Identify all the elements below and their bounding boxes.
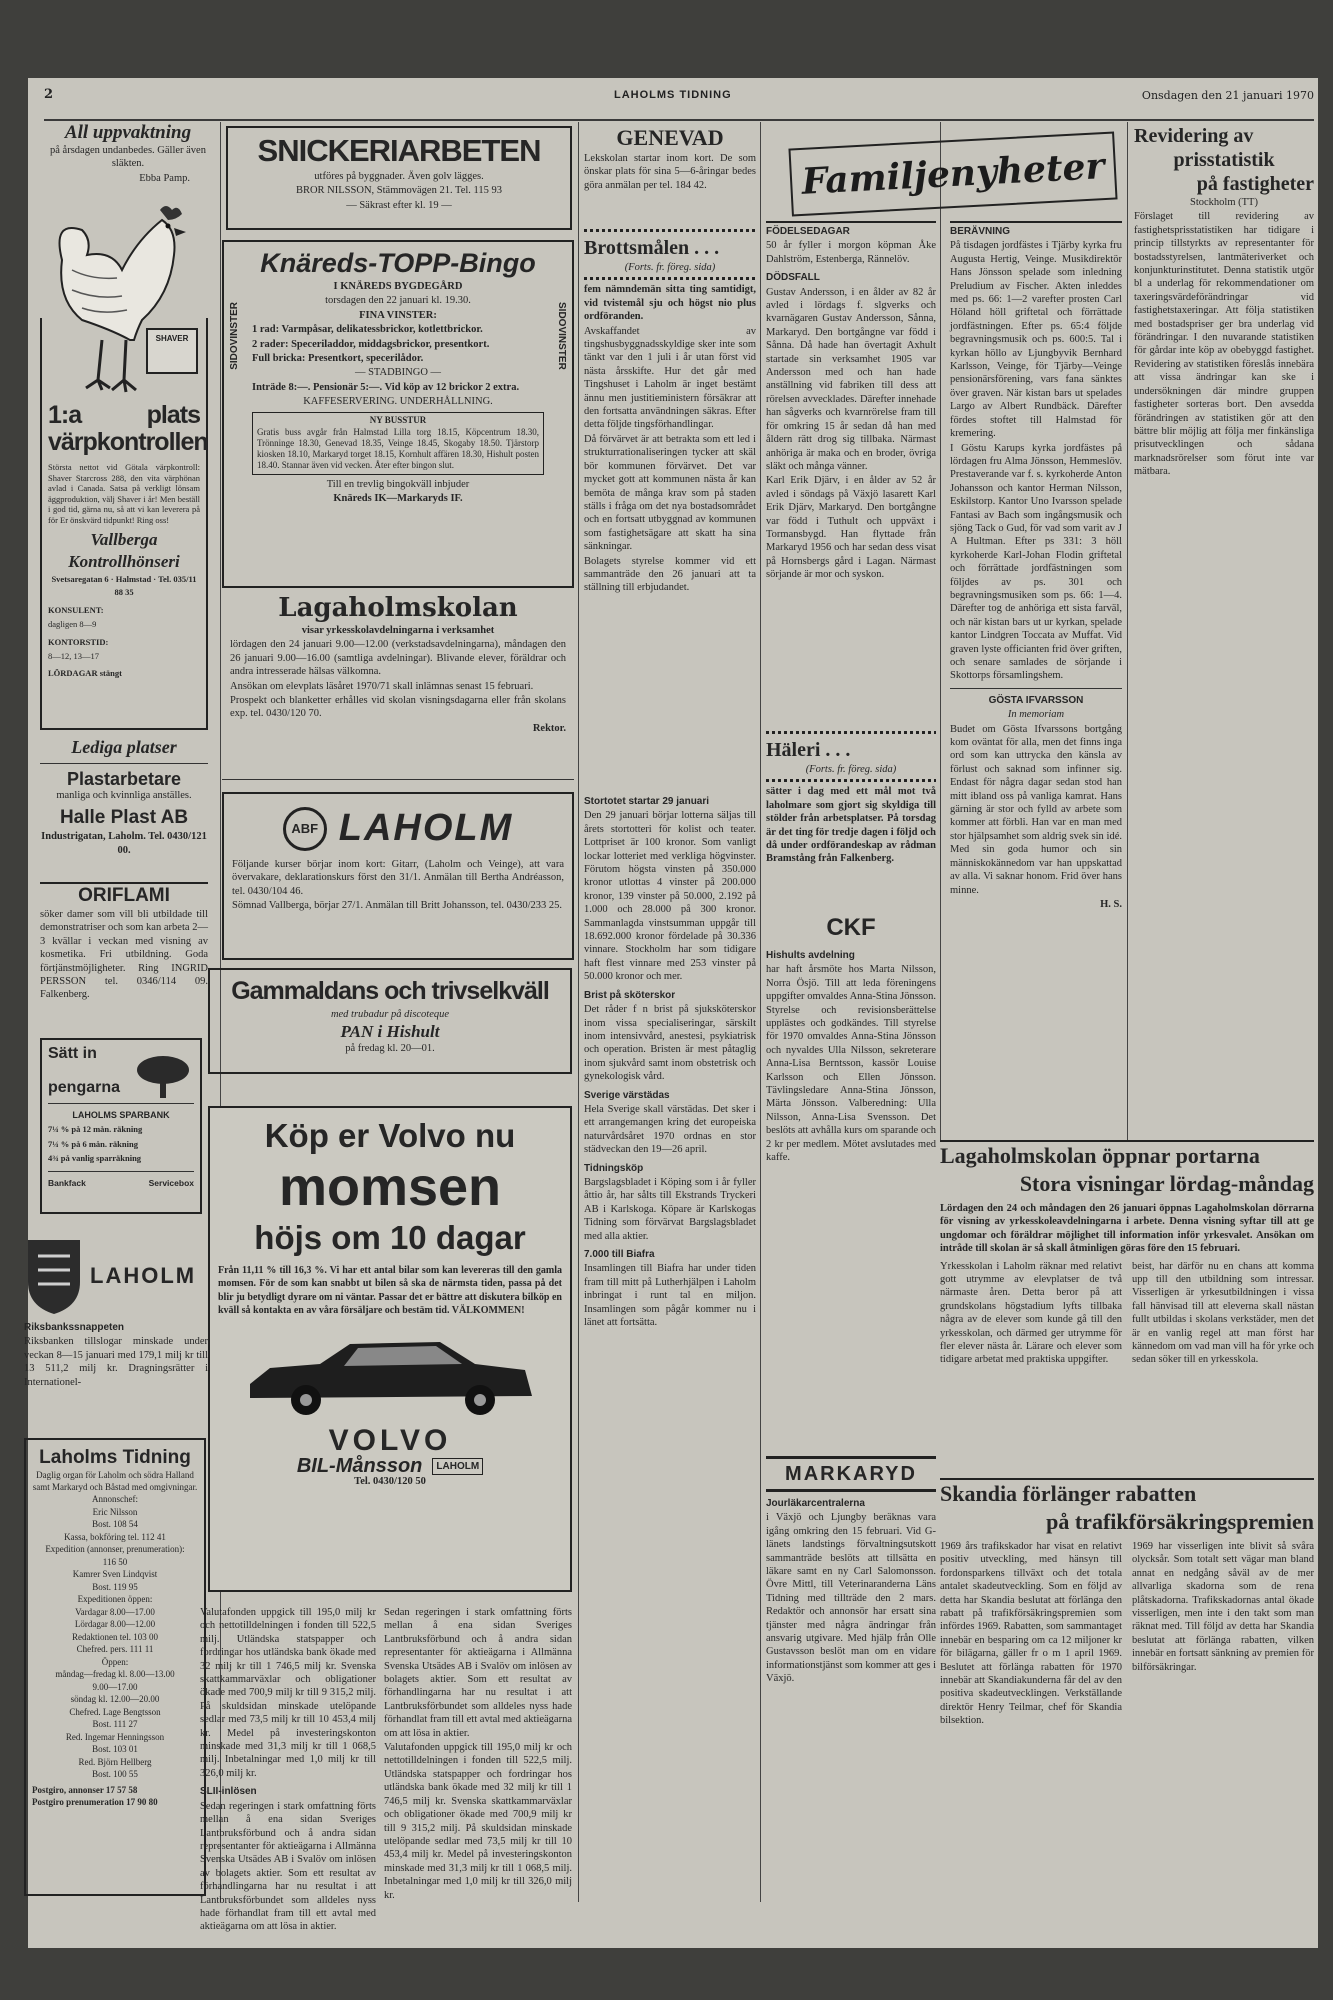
job-title: Plastarbetare — [66, 769, 182, 789]
masthead-line: Chefred. Lage Bengtsson — [69, 1706, 161, 1717]
uppvaktning-title: All uppvaktning — [64, 122, 192, 143]
fodelsedagar-heading: FÖDELSEDAGAR — [766, 221, 936, 238]
skandia-text-b: 1969 har visserligen inte blivit så svåra olycksår. Som totalt sett vägar man bland annat en nedgång såväl av de mer allvarliga skadorna som de rena plåtskadorna. Trafikskadornas antal ökade visserligen, men inte i den takt som man räknat med. Till följd av detta har Skandia beslutat att förlänga rabatten, vilken innebär en fortsatt sänkning av premien för bilförsäkringar. — [1132, 1541, 1314, 1673]
uppvaktning-text: på årsdagen undanbedes. Gäller även släkten. — [50, 145, 206, 170]
volvo-car-icon — [240, 1324, 540, 1424]
masthead-line: Red. Björn Hellberg — [78, 1756, 152, 1767]
masthead-line: söndag kl. 12.00—20.00 — [70, 1694, 160, 1704]
ckf-title: CKF — [826, 914, 876, 941]
bingo-prize2: 2 rader: Speceriladdor, middagsbrickor, presentkort. — [252, 338, 490, 350]
dealer-phone: Tel. 0430/120 50 — [354, 1476, 426, 1488]
coat-of-arms-icon — [24, 1236, 84, 1316]
masthead-line: Bost. 100 55 — [92, 1769, 138, 1779]
sverige-heading: Sverige värstädas — [584, 1089, 670, 1101]
bingo-prize1: 1 rad: Varmpåsar, delikatessbrickor, kotlettbrickor. — [252, 324, 483, 336]
volvo-ad — [208, 1106, 572, 1592]
lagaholm-article — [940, 1140, 1314, 1476]
paper-name: LAHOLMS TIDNING — [614, 89, 732, 101]
masthead-line: Vardagar 8.00—17.00 — [75, 1606, 155, 1617]
bingo-venue: I KNÄREDS BYGDEGÅRD — [333, 281, 463, 292]
stortot-text: Den 29 januari börjar lotterna säljas till årets stortotteri för kolist och teater. Lottpriset är 100 kronor. Som vanligt lockar lotteriet med verkliga högvinster. Förutom högsta vinsten på 350.000 kronor utlottas 4 vinster på 200.000 kronor, 139 vinster på 50.000, 2.192 på 1.000 och 28.000 på 300 kronor. Sammanlagda vinstsumman uppgår till 18.692.000 kronor fördelade på 30.336 vinnare. Stockholm har som tidigare haft flest vinnare med 253 vinster på 50.000 kronor och mer. — [584, 810, 756, 983]
snickeri-line2: BROR NILSSON, Stämmovägen 21. Tel. 115 93 — [295, 185, 503, 197]
laholm-crest-block — [24, 1236, 208, 1406]
valuta-cont: Valutafonden uppgick till 195,0 milj kr och nettotilldelningen i fonden till 522,5 milj. Utländska statspapper och fordringar hos utländska bank ökade med 32 milj kr till 1 746,5 milj kr. Svenska skattkammarväxlar och obligationer ökade med 700,9 milj kr till 9 315,2 milj. På skuldsidan minskade utelöpande sedlar med 73,5 milj kr till 10 453,4 milj kr. Medel på investeringskonton minskade med 31,3 milj kr till 1 068,5 milj. Inbetalningar med 1,0 milj kr till 326,0 milj kr. — [384, 1742, 572, 1901]
revidering-text: Förslaget till revidering av fastighetsprisstatistiken har tidigare i princip tillstyrkts av representanter för bostadsstyrelsen, lantmäteriverket och konjunkturinstitutet. Denna statistik utgör bl a underlag för rekommendationer om taxeringsvärdeförändringar vid fastighetstaxeringar. Att följa statistiken med bostadspriser ger bra underlag vid förändringar. I den nuvarande statistiken för gårdar inte köp av obebyggd fastighet. Revidering av statistiken föreslås innebära att vissa ändringar kan ske i undersökningen där mindre gruppen fastigheter sorteras bort. Den avsedda förändringen av statistiken gör att den bättre blir möjlig att följa mer finkänsliga prisutvecklingen och sådana marknadsrörelser som förut inte var mätbara. — [1134, 211, 1314, 478]
jourlakare-heading: Jourläkarcentralerna — [766, 1498, 865, 1509]
hen-address: Svetsaregatan 6 · Halmstad · Tel. 035/11 88 35 — [51, 574, 197, 598]
stortot-heading: Stortotet startar 29 januari — [584, 796, 710, 807]
abf-text: Följande kurser börjar inom kort: Gitarr, (Laholm och Veinge), att vara övervakare, deklarationskurs först den 31/1. Anmälan till Bertha Andréasson, tel. 0430/104 46. — [232, 859, 564, 897]
snickeri-line3: — Säkrast efter kl. 19 — — [346, 199, 452, 211]
snickeri-line1: utföres på byggnader. Även golv lägges. — [314, 171, 484, 182]
page-header — [44, 82, 1314, 102]
dodsfall-text: Gustav Andersson, i en ålder av 82 år avled i lördags f. slgverks och kvarnägaren Gustav Andersson, Sånna, Markaryd. Den bortgångne var född i Sånna. Då hade han övertagit Axhult startade sin verksamhet 1905 var Andersson med och han hade anställning vid fabriken till dess att rörelsen avvecklades. Därefter innehade han sågverks och kvarnrörelse fram till för omkring 15 år sedan då han med åldern rätt drog sig tillbaka. Närmast anhöriga är maka och en broder, övriga släkt och många vänner. — [766, 286, 936, 472]
ckf-article — [766, 912, 936, 1352]
lagaholm-ad-text2: Ansökan om elevplats läsåret 1970/71 skall inlämnas senast 15 februari. — [230, 680, 534, 692]
gammaldans-date: på fredag kl. 20—01. — [345, 1043, 435, 1055]
begravning-text: På tisdagen jordfästes i Tjärby kyrka fru Augusta Hertig, Veinge. Musikdirektör Hans Jönsson spelade som inledning Preludium av Fischer. Akten inleddes med ps. 66: 1—2 varefter prosten Carl Höland höll griftetal och förrättade jordfästningen. Efter ps. 65:4 följde begravningsmusik och ps. 600:5. Tal i kyrkan höllo av Ljungbyvik Bernhard Karlsson, Veinge, för Tjärby—Veinge pensionärsförening, vars fana sänktes över graven. När kistan bars ut spelades Largo av Albert Rundbäck. Därefter fördes stoftet till Halmstad för kremering. — [950, 240, 1122, 440]
sidovinster-right: SIDOVINSTER — [556, 302, 567, 370]
lediga-title: Lediga platser — [71, 737, 177, 757]
sparbank-title1: Sätt in — [48, 1045, 97, 1062]
genevad-title: GENEVAD — [616, 125, 724, 150]
gosta-sub: In memoriam — [1007, 709, 1065, 721]
ckf-heading: Hishults avdelning — [766, 950, 855, 961]
dealer-name: BIL-Månsson — [296, 1454, 423, 1477]
masthead-contacts — [32, 1494, 198, 1781]
lagaholm-ad — [222, 588, 574, 780]
hen-headline: 1:a plats värpkontrollen — [48, 401, 208, 456]
masthead-box — [24, 1438, 206, 1896]
masthead-line: Red. Ingemar Henningsson — [65, 1731, 165, 1742]
revidering-title2: prisstatistik — [1173, 149, 1275, 171]
abf-text2: Sömnad Vallberga, börjar 27/1. Anmälan till Britt Johansson, tel. 0430/233 25. — [232, 900, 563, 912]
uppvaktning-signature: Ebba Pamp. — [139, 172, 190, 184]
servicebox-label: Servicebox — [148, 1177, 194, 1188]
slit-article-cont — [384, 1606, 572, 1901]
abf-header — [232, 800, 564, 858]
bingo-invite: Till en trevlig bingokväll inbjuder — [326, 478, 470, 490]
column-rule — [1127, 122, 1128, 1142]
brottsmal-title: Brottsmålen . . . — [584, 237, 720, 259]
column-rule — [578, 122, 579, 1902]
abf-logo: ABF — [283, 807, 327, 851]
slit-text: Sedan regeringen i stark omfattning förts mellan å ena sidan Sveriges Lantbruksförbund och å andra sidan representanter för aktieägarna i Allmänna Svenska Utsädes AB i Svalöv om inlösen av bolagets aktier. Som ett resultat av förhandlingarna har nu resultat i att Lantbruksförbundet som alldeles nyss hade förhandlat fram till ett avtal med aktieägarna om att lösa in aktier. — [200, 1800, 376, 1933]
tidning-text: Bargslagsbladet i Köping som i år fyller åttio år, har sålts till Ekstrands Tryckeri AB i Karlskoga. Köpare är Karlskogas Tidning som förvärvat Bargslagsbladet med alla aktier. — [584, 1176, 756, 1242]
hen-saturday: LÖRDAGAR stängt — [48, 668, 122, 679]
valuta-article — [200, 1606, 376, 1933]
column-rule — [760, 122, 761, 1902]
gosta-heading: GÖSTA IFVARSSON — [988, 694, 1084, 706]
abf-ad — [222, 792, 574, 960]
bus-text: Gratis buss avgår från Halmstad Lilla torg 18.15, Köpcentrum 18.30, Trönninge 18.30, Genevad 18.35, Veinge 18.45, Skogaby 18.50. Tjärstorp kiosken 18.10, Markaryd torget 18.15, Kornhult affären 18.30, Hishult posten 18.40. Stannar även vid vecken. Åter efter bingon slut. — [257, 426, 539, 470]
job-sub: manliga och kvinnliga anställes. — [56, 790, 192, 801]
lagaholm-article-b: beist, har därför nu en chans att komma upp till den utbildning som intressar. Visserligen är yrkesutbildningen i vissa fall hänvisad till att eleverna skall nästan fullt utbildas i skolans verkstäder, men det är en vanlig regel att man först har kännedom om vad man vill ha för yrke och sedan söker till en yrkesskola. — [1132, 1260, 1314, 1366]
abf-town: LAHOLM — [338, 807, 514, 850]
halle-address: Industrigatan, Laholm. Tel. 0430/121 00. — [41, 831, 207, 856]
brottsmal-article — [584, 226, 756, 766]
skandia-title1: Skandia förlänger rabatten — [940, 1481, 1197, 1506]
volvo-line2: momsen — [278, 1157, 502, 1217]
markaryd-article — [766, 1456, 936, 1896]
col3-news — [584, 790, 756, 1896]
karl-erik-text: Karl Erik Djärv, i en ålder av 52 år avled i söndags på Växjö lasarett Karl Erik Djärv, Markaryd. Den bortgångne var född i Tuthult och uppväxt i Tormansbygd. Han flyttade från Markaryd 1956 och har sedan dess visat på Hornsbergs gård i Lagan. Närmast sörjande är mor och syskon. — [766, 475, 936, 581]
skandia-text-a: 1969 års trafikskador har visat en relativt positiv utveckling, med hänsyn till fordonsparkens tillväxt och det totala antalet skadeutveckling. Som en följd av detta har Skandia beslutat att förlänga den rabatt på trafikförsäkringspremien som infördes 1969. Rabatten, som sammantaget innebär en besparing om ca 12 miljoner kr för bilägarna, gäller fr o m 1 april 1969. Beslutet att förlänga rabatten för 1970 innebär att Skandiakunderna får del av den positiva skadeutvecklingen. Verkställande direktör Henry Teilmar, chef för Skandia bilsektion. — [940, 1541, 1122, 1727]
begravning-heading: BERÄVNING — [950, 221, 1122, 238]
col4-family — [766, 216, 936, 716]
column-rule — [940, 122, 941, 1142]
gosta-signature: H. S. — [1100, 898, 1122, 910]
sparbank-rate1: 7¼ % på 12 mån. räkning — [48, 1124, 143, 1135]
biafra-heading: 7.000 till Biafra — [584, 1249, 655, 1260]
sparbank-rate3: 4¾ på vanlig sparräkning — [48, 1153, 142, 1164]
lagaholm-lead: Lördagen den 24 och måndagen den 26 januari öppnas Lagaholmskolan dörrarna för visning av yrkesskoleavdelningarna i arbete. Denna visning syftar till att ge ungdomar och föräldrar möjlighet till information inför yrkesvalet. Ansökan om intråde till skolan är så skall åtminligen göras före den 15 februari. — [940, 1203, 1314, 1255]
sparbank-ad — [40, 1038, 202, 1214]
snickeri-ad — [226, 126, 572, 230]
lagaholm-article-a: Yrkesskolan i Laholm räknar med relativt gott utrymme av elevplatser de två närmaste åren. Detta beror på att grundskolans högstadium lyfts tillbaka några av de elever som kunde gå till den yrkesskolan, och därmed ger utrymme för fler elever nästa år. Lärare och elever som tidigare arbetat med praktiska uppgifter. — [940, 1260, 1122, 1366]
brottsmal-cont: (Forts. fr. föreg. sida) — [624, 262, 716, 273]
revidering-title3: på fastigheter — [1196, 173, 1314, 195]
masthead-line: Expedition (annonser, prenumeration): — [45, 1544, 185, 1554]
familjenyheter-title: Familjenyheter — [800, 145, 1106, 203]
revidering-title1: Revidering av — [1134, 125, 1254, 147]
haleri-article — [766, 728, 936, 908]
oriflami-text: söker damer som vill bli utbildade till demonstratriser och som kan arbeta 2—3 kvällar i veckan med visning av kosmetika. Fri utbildning. Goda förtjänstmöjligheter. Ring INGRID PERSSON tel. 0346/114 09. Falkenberg. — [40, 909, 208, 1001]
dealer-town: LAHOLM — [432, 1458, 483, 1475]
oriflami-title: ORIFLAMI — [78, 885, 170, 906]
lagaholm-ad-text3: Prospekt och blanketter erhålles vid skolan visningsdagarna eller från skolans exp. tel. 0430/120 70. — [230, 695, 566, 720]
oriflami-ad — [40, 882, 208, 1022]
masthead-line: Kamrer Sven Lindqvist — [72, 1569, 158, 1579]
gammaldans-ad — [208, 968, 572, 1074]
postgiro-ads: Postgiro, annonser 17 57 58 — [32, 1784, 138, 1795]
hen-ad — [40, 318, 208, 730]
masthead-line: 9.00—17.00 — [92, 1681, 138, 1692]
masthead-line: Eric Nilsson — [92, 1506, 138, 1517]
gammaldans-pan: PAN i Hishult — [340, 1022, 440, 1042]
masthead-line: Bost. 103 01 — [92, 1744, 138, 1754]
masthead-line: Chefred. pers. 111 11 — [76, 1644, 154, 1654]
bingo-kaffe: KAFFESERVERING. UNDERHÅLLNING. — [303, 396, 493, 408]
laholm-crest-name: LAHOLM — [90, 1263, 197, 1288]
revidering-byline: Stockholm (TT) — [1190, 197, 1258, 208]
bingo-ad — [222, 240, 574, 588]
brist-text: Det råder f n brist på sjuksköterskor inom vissa specialiseringar, särskilt inom intensivvård, anestesi, psykiatrisk och operation. Bristen är mest påtaglig inom sjukvård samt inom obstetrisk och gynekologisk vård. — [584, 1004, 756, 1083]
hen-konsulent-label: KONSULENT: — [48, 604, 104, 615]
bankfack-label: Bankfack — [48, 1177, 86, 1188]
volvo-brand: VOLVO — [328, 1423, 452, 1457]
masthead-line: Expeditionen öppen: — [77, 1594, 153, 1604]
markaryd-title: MARKARYD — [766, 1456, 936, 1492]
masthead-line: Annonschef: — [92, 1494, 138, 1504]
genevad-text: Lekskolan startar inom kort. De som önskar plats för sina 5—6-åringar bedes göra anmälan per tel. 184 42. — [584, 153, 756, 191]
biafra-text: Insamlingen till Biafra har under tiden fram till mitt på Lutherhjälpen i Laholm inbringat i runt tal en miljon. Insamlingen som pågår kommer nu i länet att fortsätta. — [584, 1263, 756, 1329]
masthead-line: Bost. 119 95 — [92, 1581, 138, 1592]
snickeri-title: SNICKERIARBETEN — [257, 133, 541, 168]
bingo-entry: Inträde 8:—. Pensionär 5:—. Vid köp av 12 brickor 2 extra. — [252, 381, 520, 393]
sidovinster-left: SIDOVINSTER — [229, 302, 240, 370]
brottsmal-bold: fem nämndemän sitta ting samtidigt, vid tvistemål sju och högst nio plus ordföranden. — [584, 284, 756, 323]
revidering-article — [1134, 124, 1314, 1124]
sparbank-rate2: 7¼ % på 6 mån. räkning — [48, 1138, 138, 1149]
hen-company: Vallberga Kontrollhönseri — [68, 530, 180, 571]
lagaholm-ad-title: Lagaholmskolan — [278, 593, 518, 623]
dodsfall-heading: DÖDSFALL — [766, 272, 820, 284]
jourlakare-text: i Växjö och Ljungby beräknas vara igång omkring den 15 februari. Vid G-länets landstings förvaltningsutskott sammanträde beslöts att tillsätta en läkare samt en ny Carl Salomonsson. Övre Mittl, till Veterinaranderna Läns Tidning med tillträde den 2 mars. Redaktör och annonsör har ersatt sina tjänster med några ändringar från ansvarig utgivare. Med hjälp från Olle Gustavsson beslöt man om en vidare informationstjänst som kommer att ges i Växjö. — [766, 1512, 936, 1685]
haleri-title: Häleri . . . — [766, 739, 851, 761]
col5-family — [950, 216, 1122, 1116]
brottsmal-text2: Då förvärvet är att betrakta som ett led i strukturrationaliseringen tycker att skäl bör kommunen förvärvet. Det var mycket gott att kommunen nästa år kan bemöta de många krav som på staden ställs i fråga om det nya bostadsområdet och en fortsatt utbyggnad av kommunen som fastighetsägare att skatt ha sina sänkningar. — [584, 433, 756, 553]
postgiro-subs: Postgiro prenumeration 17 90 80 — [32, 1797, 158, 1807]
hen-kontorstid-text: 8—12, 13—17 — [48, 651, 99, 662]
header-rule — [44, 119, 1314, 121]
hen-kontorstid-label: KONTORSTID: — [48, 636, 109, 647]
riksbank-text: Riksbanken tillslogar minskade under veckan 8—15 januari med 179,1 milj kr till 13 511,2 milj kr. Dragningsrätter i Internationel- — [24, 1336, 208, 1388]
uppvaktning-notice — [46, 122, 210, 182]
issue-date: Onsdagen den 21 januari 1970 — [1141, 89, 1314, 102]
slit-cont: Sedan regeringen i stark omfattning förts mellan å ena sidan Sveriges Lantbruksförbund och å andra sidan representanter för aktieägarna i Allmänna Svenska Utsädes AB i Svalöv om inlösen av bolagets aktier. Som ett resultat av förhandlingarna har nu resultat i att Lantbruksförbundet som alldeles nyss hade förhandlat fram till ett avtal med aktieägarna om att lösa in aktier. — [384, 1607, 572, 1739]
masthead-line: måndag—fredag kl. 8.00—13.00 — [55, 1669, 175, 1679]
lagaholm-article-title1: Lagaholmskolan öppnar portarna — [940, 1143, 1260, 1168]
hen-body: Största nettot vid Götala värpkontroll: Shaver Starcross 288, den vita värphönan avlad i Canada. Satsa på verkligt lönsam äggproduktion, välj Shaver i år! Men beställ i god tid, gärna nu, så att vi kan leverera på för Er önskvärd tidpunkt! Ring oss! — [48, 462, 200, 525]
lagaholm-ad-sig: Rektor. — [532, 722, 566, 734]
masthead-desc: Daglig organ för Laholm och södra Halland samt Markaryd och Båstad med omgivningar. — [32, 1470, 198, 1492]
masthead-line: Redaktionen tel. 103 00 — [72, 1631, 158, 1642]
lagaholm-ad-text: lördagen den 24 januari 9.00—12.00 (verkstadsavdelningarna), måndagen den 26 januari 9.00—16.00 (samtliga avdelningar). Blivande elever, föräldrar och andra intresserade hälsas välkomna. — [230, 639, 566, 678]
lagaholm-article-title2: Stora visningar lördag-måndag — [1019, 1171, 1314, 1196]
gammaldans-sub: med trubadur på discoteque — [330, 1009, 450, 1020]
bingo-organizer: Knäreds IK—Markaryds IF. — [333, 493, 463, 505]
brottsmal-text3: Bolagets styrelse kommer vid ett sammanträde den 26 januari att ta ställning till erbjudandet. — [584, 555, 756, 594]
bingo-title: Knäreds-TOPP-Bingo — [260, 248, 536, 278]
tidning-heading: Tidningsköp — [584, 1162, 644, 1174]
lediga-platser — [40, 736, 208, 876]
bingo-date: torsdagen den 22 januari kl. 19.30. — [325, 295, 471, 307]
shaver-badge: SHAVER — [146, 328, 198, 374]
haleri-cont: (Forts. fr. föreg. sida) — [805, 764, 897, 775]
page-number: 2 — [44, 87, 54, 102]
skandia-title2: på trafikförsäkringspremien — [1046, 1509, 1314, 1534]
volvo-line3: höjs om 10 dagar — [254, 1219, 526, 1256]
brottsmal-text: Avskaffandet av tingshusbyggnadsskyldige sker inte som tänkt var den 1 juli i år utan först vid nästa årsskifte. Hur det går med Tingshuset i Laholm är inget bestämt ännu men justitieministern försäkrar att den fortsatta användningen säkras. Efter detta följde tingsförhandlingar. — [584, 325, 756, 431]
bingo-prize3: Full bricka: Presentkort, specerilådor. — [252, 353, 424, 365]
riksbank-heading: Riksbankssnappeten — [24, 1322, 125, 1333]
masthead-line: Bost. 111 27 — [92, 1719, 138, 1729]
gammaldans-title: Gammaldans och trivselkväll — [231, 977, 549, 1005]
masthead-title: Laholms Tidning — [39, 1447, 191, 1468]
stadbingo: — STADBINGO — — [354, 367, 442, 379]
slit-heading: SLII-inlösen — [200, 1786, 257, 1798]
masthead-line: Kassa, bokföring tel. 112 41 — [64, 1531, 166, 1542]
gosta-text: Budet om Gösta Ifvarssons bortgång kom oväntat för alla, men det finns inga ord som kan uttrycka den känsla av förlust och saknad som infinner sig. Endast för några dagar sedan stod han mitt ibland oss på vanliga kamrat. Hans gärning är stor och fylld av arbete som kommer att förbli. Han var en man med stor hjälpsamhet som aldrig svek sin idé. Med sin goda humor och sin människokännedom var han uppskattad av alla. Vi saknar honom. Frid över hans minne. — [950, 723, 1122, 896]
masthead-line: Lördagar 8.00—12.00 — [74, 1619, 156, 1629]
volvo-text: Från 11,11 % till 16,3 %. Vi har ett antal bilar som kan levereras till den gamla momsen. För de som kan snabbt ut bilen så ska de närmsta tiden, passa på det blir ju betydligt dyrare om ni väntar. Passar det er bättre att diskutera bilköp en kväll så kontakta en av våra försäljare och bestäm tid. VÄLKOMMEN! — [218, 1265, 562, 1317]
masthead-line: 116 50 — [102, 1556, 128, 1567]
sparbank-title2: pengarna — [48, 1079, 121, 1096]
genevad-article — [584, 124, 756, 224]
hen-konsulent-text: dagligen 8—9 — [48, 619, 97, 630]
lagaholm-ad-sub: visar yrkesskolavdelningarna i verksamhet — [301, 625, 495, 636]
begravning-text2: I Göstu Karups kyrka jordfästes på lördagen fru Alma Jönsson, Hemmeslöv. Prestaverande var f. s. kyrkoherde Anton Johansson och kantor Herman Nilsson, Eskilstorp. Kantor Uno Ivarsson spelade Fantasi av Bach som ingångsmusik och sjöng Tack o Gud, för vad som varit av J A Hultman. Efter ps 331: 3 höll kyrkoherde Karl-Johan Flodin griftetal och förrättade jordfästningen som följdes av ps. 301 och begravningsmusiken som ps. 66: 1—4. Därefter tog de anhöriga ett sista farväl, och när kistan bars ut ur kyrkan, spelade kantor Lindgren Toccata av Muffat. Vid graven lyste officianten frid över griften, och senare samlades de sörjande i Skottorps församlingshem. — [950, 442, 1122, 682]
volvo-line1: Köp er Volvo nu — [264, 1117, 516, 1154]
haleri-text: sätter i dag med ett mål mot två laholmare som gjort sig skyldiga till stölder från arbetsplatser. På torsdag är det ting för tredje dagen i följd och då under ordförandeskap av rådman Bramstång från Falkenberg. — [766, 786, 936, 865]
ckf-text: har haft årsmöte hos Marta Nilsson, Norra Ösjö. Till att leda föreningens uppgifter omvaldes Anna-Stina Jönsson. Styrelse och revisionsberättelse upplästes och godkändes. Till styrelse för 1970 omvaldes Anna-Stina Jönsson och nyvaldes Ulla Nilsson, sekreterare Anna-Lisa Berntsson, kassör Louise Karlsson och Ellen Jönsson. Tävlingsledare Anna-Stina Jönsson, Märta Jönsson. Valberedning: Ulla Nilsson, Anna-Lisa Svensson. Det beslöts att avhålla kurs om sparande och 2 kr per medlem. Mötet avslutades med kaffe. — [766, 964, 936, 1164]
skandia-article — [940, 1478, 1314, 1896]
sparbank-name: LAHOLMS SPARBANK — [72, 1110, 170, 1120]
brist-heading: Brist på sköterskor — [584, 989, 676, 1001]
bingo-fina: FINA VINSTER: — [359, 309, 437, 321]
masthead-line: Bost. 108 54 — [92, 1519, 138, 1529]
fodelsedagar-text: 50 år fyller i morgon köpman Åke Dahlström, Estenberga, Rännelöv. — [766, 240, 936, 265]
tree-icon — [136, 1054, 190, 1102]
bus-box — [252, 412, 544, 475]
halle-plast: Halle Plast AB — [59, 807, 189, 829]
bus-title: NY BUSSTUR — [369, 414, 427, 425]
valuta-text: Valutafonden uppgick till 195,0 milj kr och nettotilldelningen i fonden till 522,5 milj. Utländska statspapper och fordringar hos utländska bank ökade med 32 milj kr till 1 746,5 milj kr. Svenska skattkammarväxlar och obligationer ökade med 700,9 milj kr till 9 315,2 milj. På skuldsidan minskade utelöpande sedlar med 73,5 milj kr till 10 453,4 milj kr. Medel på investeringskonton minskade med 31,3 milj kr till 1 068,5 milj. Inbetalningar med 1,0 milj kr till 326,0 milj kr. — [200, 1607, 376, 1779]
sverige-text: Hela Sverige skall värstädas. Det sker i ett arrangemangen kring det europeiska naturvårdsåret 1970 ordnas en stor städveckan den 19—26 april. — [584, 1103, 756, 1156]
masthead-line: Öppen: — [101, 1656, 129, 1667]
